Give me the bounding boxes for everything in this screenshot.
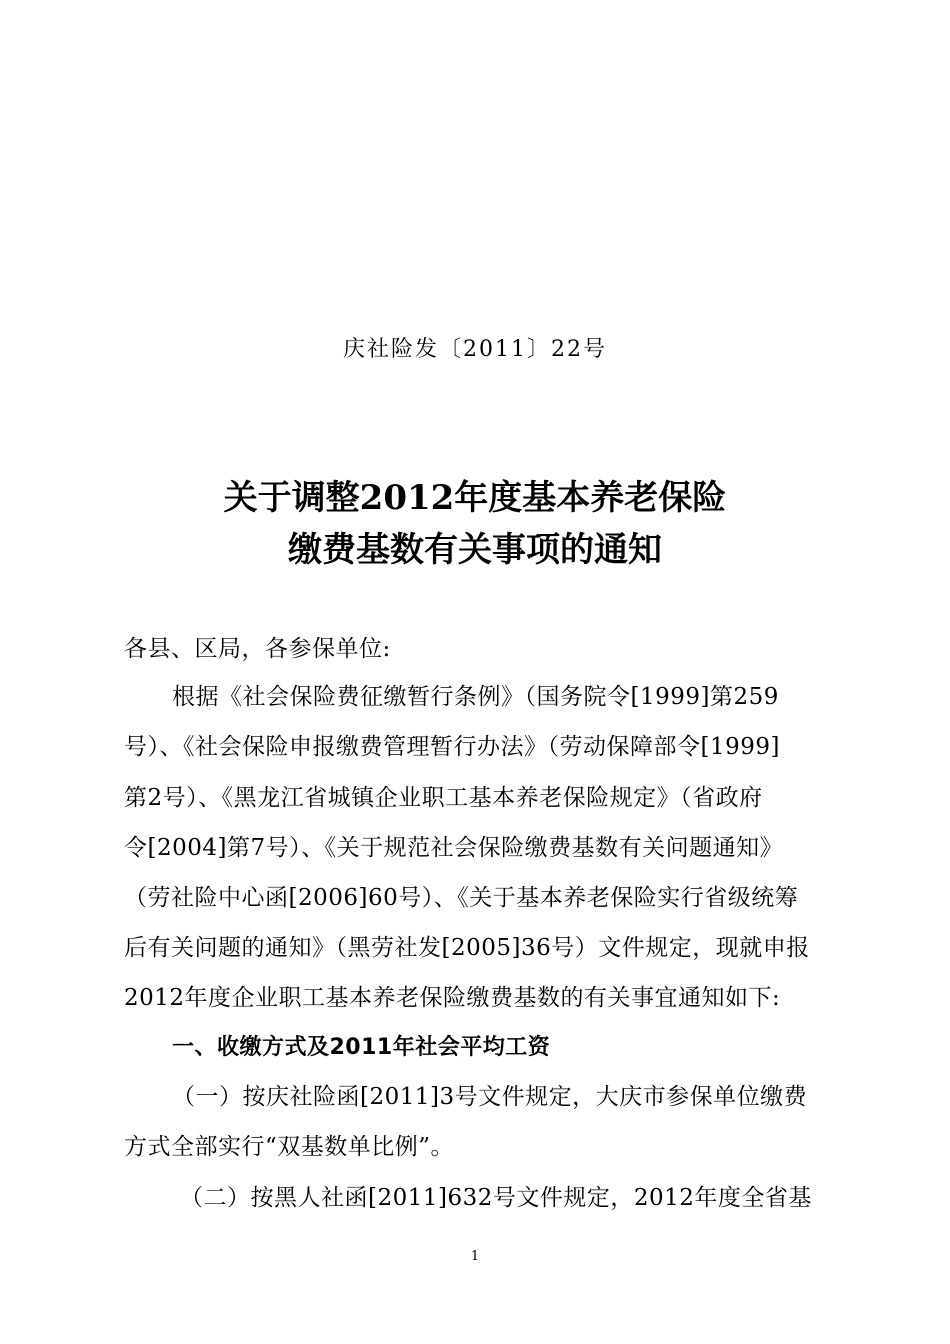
body-line-1: 根据《社会保险费征缴暂行条例》（国务院令[1999]第259: [172, 684, 779, 710]
body-line-6: 后有关问题的通知》（黑劳社发[2005]36号）文件规定，现就申报: [124, 935, 810, 961]
body-line-5: （劳社险中心函[2006]60号）、《关于基本养老保险实行省级统筹: [124, 885, 799, 911]
document-number: 庆社险发〔2011〕22号: [343, 337, 607, 362]
body-line-2: 号）、《社会保险申报缴费管理暂行办法》（劳动保障部令[1999]: [124, 734, 780, 760]
body-line-3: 第2号）、《黑龙江省城镇企业职工基本养老保险规定》（省政府: [124, 785, 763, 811]
item-2-line-1: （二）按黑人社函[2011]632号文件规定，2012年度全省基: [180, 1185, 812, 1211]
salutation: 各县、区局，各参保单位:: [124, 636, 391, 662]
document-title-line-1: 关于调整2012年度基本养老保险: [223, 478, 727, 518]
item-1-line-2: 方式全部实行“双基数单比例”。: [124, 1134, 455, 1160]
body-line-4: 令[2004]第7号）、《关于规范社会保险缴费基数有关问题通知》: [124, 835, 784, 861]
section-heading: 一、收缴方式及2011年社会平均工资: [172, 1035, 551, 1060]
document-title-line-2: 缴费基数有关事项的通知: [288, 530, 662, 570]
body-line-7: 2012年度企业职工基本养老保险缴费基数的有关事宜通知如下:: [124, 985, 781, 1011]
item-1-line-1: （一）按庆社险函[2011]3号文件规定，大庆市参保单位缴费: [172, 1084, 808, 1110]
page-number: 1: [470, 1249, 480, 1264]
